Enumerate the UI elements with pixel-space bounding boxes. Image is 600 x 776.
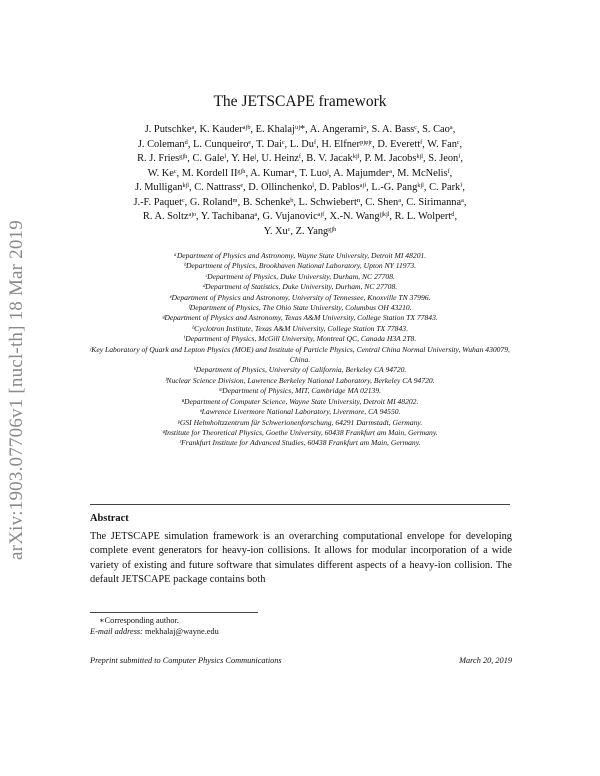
abstract-divider	[90, 504, 510, 505]
affiliation: ᶜDepartment of Physics, Duke University, Durham, NC 27708.	[205, 271, 395, 281]
footnotes	[90, 615, 219, 637]
footnote-divider	[90, 612, 258, 613]
affiliation: ᵉDepartment of Physics and Astronomy, University of Tennessee, Knoxville TN 37996.	[169, 292, 431, 302]
affiliation: ᵈDepartment of Statistics, Duke University, Durham, NC 27708.	[202, 282, 398, 292]
author-line: W. Keᶜ, M. Kordell IIᵍʲʰ, A. Kumarᵃ, T. Luoʲ, A. Majumderᵃ, M. McNelisᶠ,	[147, 167, 453, 179]
abstract-text: The JETSCAPE simulation framework is an overarching computational envelope for developing complete event generators for heavy-ion collisions. It allows for modular incorporation of a wide variety of existing and future software that simulates different aspects of a heavy-ion collision. The default JETSCAPE package contains both	[90, 531, 512, 586]
affiliation: ᵃDepartment of Physics and Astronomy, Wayne State University, Detroit MI 48201.	[173, 251, 427, 260]
email-label: E-mail address:	[90, 627, 143, 636]
affiliation: ʲKey Laboratory of Quark and Lepton Physics (MOE) and Institute of Particle Physics, Central China Normal University, Wuhan 430079, China.	[90, 344, 510, 365]
page-footer	[90, 656, 512, 665]
affiliation: ᵖGSI Helmholtzzentrum für Schwerionenforschung, 64291 Darmstadt, Germany.	[177, 417, 423, 427]
affiliation: ʰCyclotron Institute, Texas A&M University, College Station TX 77843.	[192, 323, 408, 333]
affiliation: ᵏDepartment of Physics, University of California, Berkeley CA 94720.	[193, 365, 407, 375]
affiliation: ᵍDepartment of Physics and Astronomy, Texas A&M University, College Station TX 77843.	[162, 313, 438, 323]
affiliation-list	[86, 251, 514, 449]
affiliation: ᵇDepartment of Physics, Brookhaven National Laboratory, Upton NY 11973.	[183, 261, 417, 271]
affiliation: ᶠDepartment of Physics, The Ohio State University, Columbus OH 43210.	[188, 303, 412, 313]
author-list	[86, 123, 514, 239]
email-address: mekhalaj@wayne.edu	[145, 627, 219, 636]
paper-title: The JETSCAPE framework	[213, 93, 387, 110]
author-line: R. A. Soltzᵃʲᵒ, Y. Tachibanaᵃ, G. Vujanovicᵃʲᶠ, X.-N. Wangʲʲᵏʲˡ, R. L. Wolpertᵈ,	[142, 211, 458, 222]
corresponding-author-note: ∗Corresponding author.	[99, 616, 179, 625]
affiliation: ʳFrankfurt Institute for Advanced Studies, 60438 Frankfurt am Main, Germany.	[179, 438, 421, 448]
affiliation: ˡNuclear Science Division, Lawrence Berkeley National Laboratory, Berkeley CA 94720.	[165, 375, 435, 385]
author-line: J. Colemanᵈ, L. Cunqueiroᵉ, T. Daiᶜ, L. Duᶠ, H. Elfnerᵖʲᵠʲʳ, D. Everettᶠ, W. Fanᶜ,	[137, 138, 463, 150]
arxiv-identifier-stamp	[2, 195, 32, 585]
affiliation: ᵠInstitute for Theoretical Physics, Goethe University, 60438 Frankfurt am Main, Germany.	[162, 427, 438, 437]
author-line: J.-F. Paquetᶜ, G. Rolandᵐ, B. Schenkeᵇ, L. Schwiebertⁿ, C. Shenᵃ, C. Sirimannaᵃ,	[133, 196, 467, 208]
affiliation: ⁿDepartment of Computer Science, Wayne State University, Detroit MI 48202.	[181, 396, 419, 406]
author-line: Y. Xuᶜ, Z. Yangᵍʲʰ	[263, 225, 337, 237]
arxiv-stamp-text: arXiv:1903.07706v1 [nucl-th] 18 Mar 2019	[6, 220, 28, 560]
preprint-journal-note: Preprint submitted to Computer Physics Communications	[90, 656, 282, 665]
affiliation: ⁱDepartment of Physics, McGill University, Montreal QC, Canada H3A 2T8.	[183, 334, 417, 344]
author-line: R. J. Friesᵍʲʰ, C. Galeⁱ, Y. Heʲ, U. Heinzᶠ, B. V. Jacakᵏʲˡ, P. M. Jacobsᵏʲˡ, S. Jeonⁱ,	[137, 153, 463, 164]
affiliation: ᵐDepartment of Physics, MIT, Cambridge MA 02139.	[218, 386, 382, 396]
author-line: J. Putschkeᵃ, K. Kauderᵃʲᵇ, E. Khalajᵘʲ*, A. Angeramiᵒ, S. A. Bassᶜ, S. Caoᵃ,	[144, 124, 456, 135]
abstract-heading: Abstract	[90, 513, 129, 524]
email-note	[90, 626, 219, 637]
affiliation: ᵒLawrence Livermore National Laboratory, Livermore, CA 94550.	[199, 407, 401, 417]
preprint-date: March 20, 2019	[459, 656, 512, 665]
author-line: J. Mulliganᵏʲˡ, C. Nattrassᵉ, D. Ollinchenkoˡ, D. Pablosᵃʲⁱ, L.-G. Pangᵏʲˡ, C. Parkⁱ,	[135, 182, 465, 193]
